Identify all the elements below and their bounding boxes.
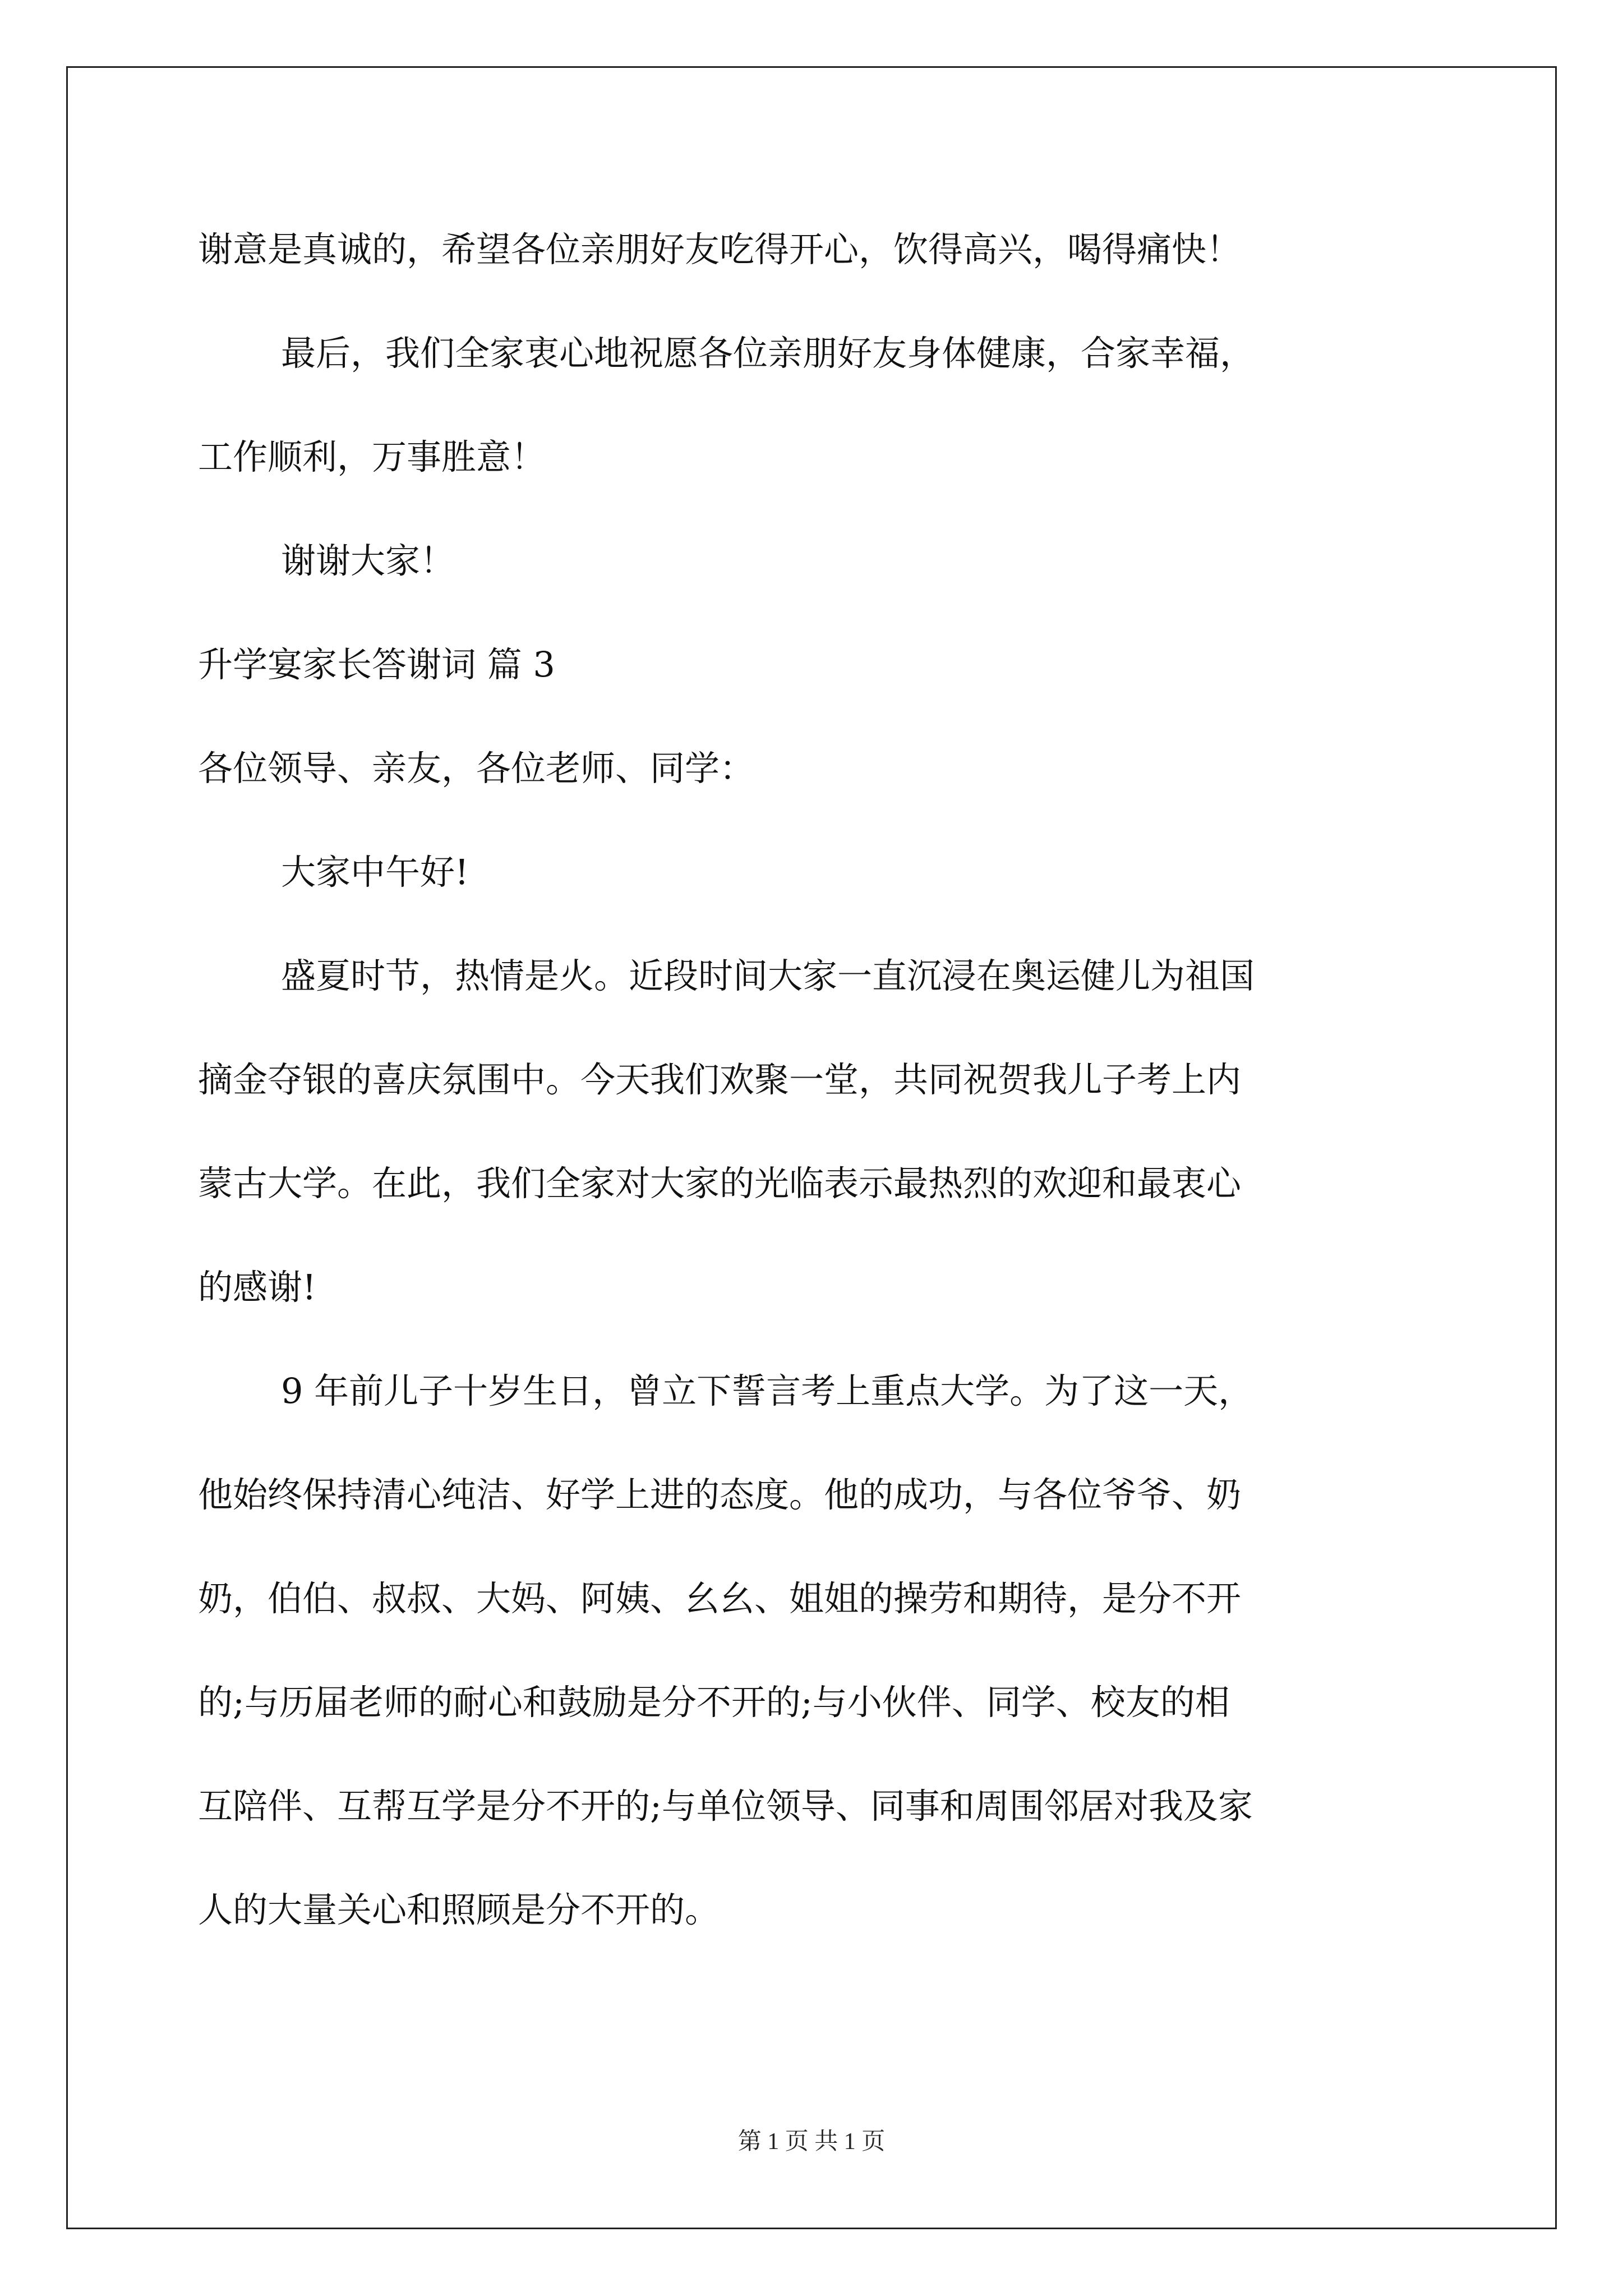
paragraph-line: 工作顺利，万事胜意！ — [198, 436, 546, 477]
paragraph-line: 9 年前儿子十岁生日，曾立下誓言考上重点大学。为了这一天， — [281, 1370, 1253, 1411]
paragraph-line: 谢谢大家！ — [281, 540, 455, 581]
paragraph-line: 谢意是真诚的，希望各位亲朋好友吃得开心，饮得高兴，喝得痛快！ — [198, 229, 1242, 270]
paragraph-line: 蒙古大学。在此，我们全家对大家的光临表示最热烈的欢迎和最衷心 — [198, 1163, 1242, 1204]
paragraph-line: 他始终保持清心纯洁、好学上进的态度。他的成功，与各位爷爷、奶 — [198, 1474, 1242, 1515]
paragraph-line: 最后，我们全家衷心地祝愿各位亲朋好友身体健康，合家幸福， — [281, 333, 1255, 374]
paragraph-line: 人的大量关心和照顾是分不开的。 — [198, 1889, 720, 1930]
greeting: 大家中午好! — [281, 852, 469, 892]
salutation: 各位领导、亲友，各位老师、同学： — [198, 748, 755, 789]
paragraph-line: 摘金夺银的喜庆氛围中。今天我们欢聚一堂，共同祝贺我儿子考上内 — [198, 1059, 1242, 1100]
paragraph-line: 互陪伴、互帮互学是分不开的;与单位领导、同事和周围邻居对我及家 — [198, 1786, 1253, 1826]
paragraph-line: 奶，伯伯、叔叔、大妈、阿姨、幺幺、姐姐的操劳和期待，是分不开 — [198, 1578, 1242, 1619]
paragraph-line: 盛夏时节，热情是火。近段时间大家一直沉浸在奥运健儿为祖国 — [281, 955, 1255, 996]
section-heading: 升学宴家长答谢词 篇 3 — [198, 644, 555, 685]
page-number-footer: 第 1 页 共 1 页 — [737, 2129, 886, 2155]
paragraph-line: 的;与历届老师的耐心和鼓励是分不开的;与小伙伴、同学、校友的相 — [198, 1682, 1230, 1723]
paragraph-line: 的感谢! — [198, 1267, 316, 1308]
